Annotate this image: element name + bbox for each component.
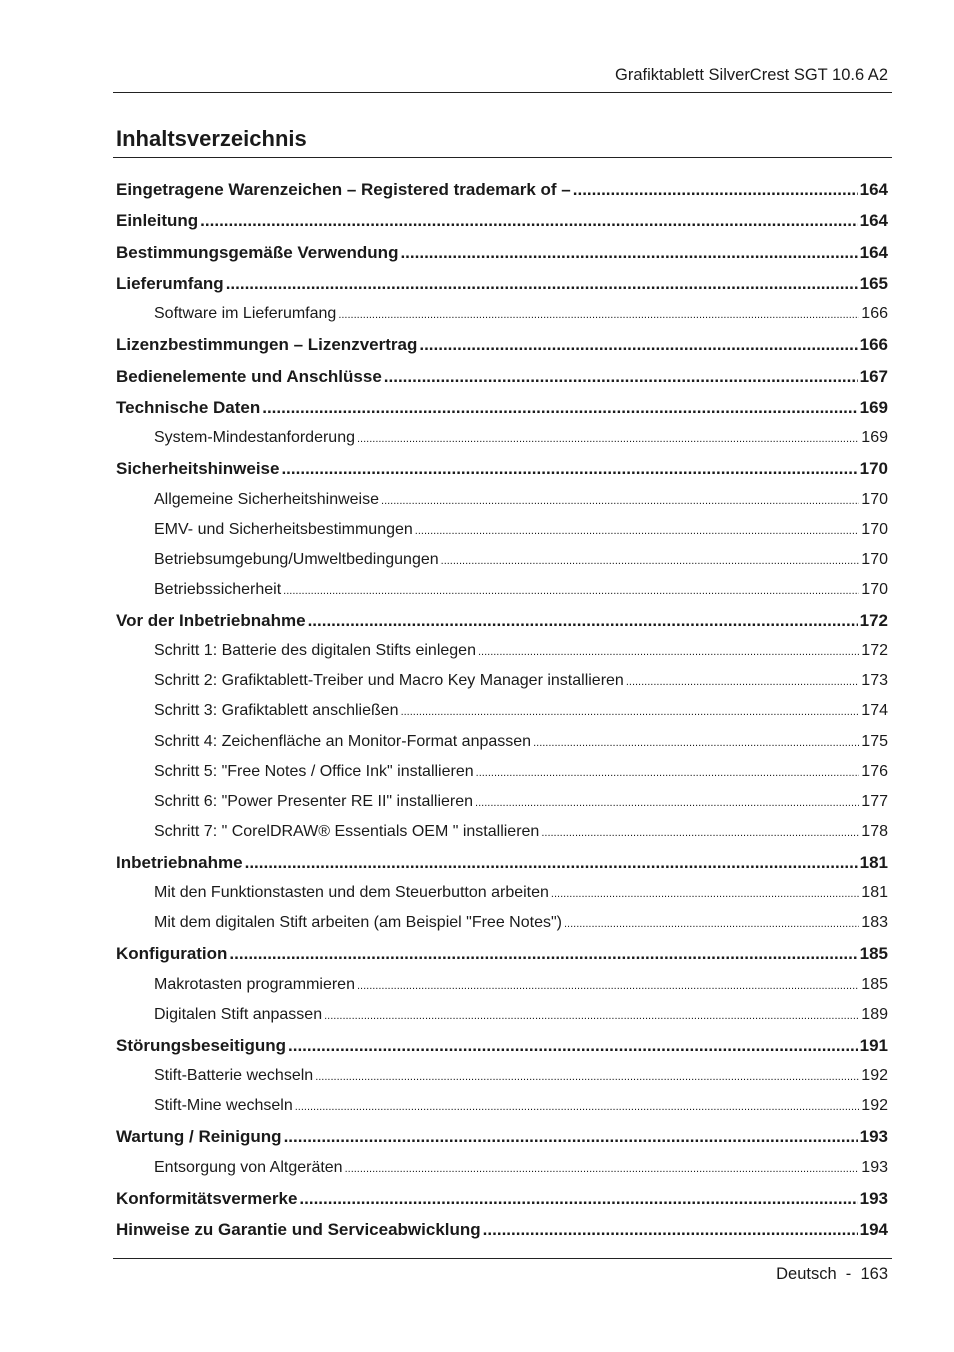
dot-leader: [226, 274, 858, 294]
toc-page-number: 189: [861, 1005, 888, 1023]
toc-entry-title: Software im Lieferumfang: [154, 305, 337, 323]
toc-page-number: 192: [861, 1097, 888, 1115]
dot-leader: [295, 1097, 860, 1115]
toc-entry[interactable]: [116, 429, 888, 459]
toc-page-number: 164: [859, 180, 888, 199]
toc-page-number: 165: [859, 273, 888, 293]
footer-rule: [113, 1258, 892, 1259]
dot-leader: [533, 733, 859, 751]
toc-entry-title: Technische Daten: [116, 397, 261, 417]
dot-leader: [357, 429, 859, 447]
dot-leader: [338, 305, 859, 323]
toc-entry-title: Entsorgung von Altgeräten: [154, 1158, 343, 1176]
toc-entry[interactable]: [116, 1097, 888, 1127]
dot-leader: [401, 702, 860, 720]
toc-page-number: 176: [861, 762, 888, 780]
toc-page-number: 181: [861, 884, 888, 902]
toc-entry[interactable]: [116, 459, 888, 490]
toc-entry-title: Lizenzbestimmungen – Lizenzvertrag: [116, 335, 418, 355]
toc-entry[interactable]: [116, 398, 888, 429]
dot-leader: [475, 793, 859, 811]
toc-page-number: 193: [859, 1188, 888, 1208]
toc-entry[interactable]: [116, 551, 888, 581]
toc-page-number: 166: [859, 335, 888, 355]
page-footer: Deutsch - 163: [776, 1265, 888, 1283]
toc-page-number: 185: [861, 975, 888, 993]
toc-page-number: 193: [859, 1127, 888, 1147]
toc-entry[interactable]: [116, 702, 888, 732]
toc-entry[interactable]: [116, 1006, 888, 1036]
toc-page-number: 194: [859, 1220, 888, 1240]
dot-leader: [288, 1036, 858, 1056]
toc-page-number: 166: [861, 305, 888, 323]
toc-entry[interactable]: [116, 180, 888, 211]
dot-leader: [483, 1220, 858, 1240]
toc-entry-title: System-Mindestanforderung: [154, 429, 355, 447]
toc-entry[interactable]: [116, 1159, 888, 1189]
dot-leader: [626, 672, 859, 690]
dot-leader: [551, 884, 859, 902]
table-of-contents: [116, 180, 888, 1251]
toc-page-number: 170: [861, 520, 888, 538]
toc-entry-title: Mit dem digitalen Stift arbeiten (am Beispiel "Free Notes"): [154, 914, 562, 932]
toc-entry-title: Stift-Mine wechseln: [154, 1097, 293, 1115]
toc-page-number: 175: [861, 732, 888, 750]
toc-page-number: 178: [861, 822, 888, 840]
dot-leader: [284, 1127, 858, 1147]
dot-leader: [384, 367, 858, 387]
page-title: Inhaltsverzeichnis: [116, 126, 307, 151]
toc-entry[interactable]: [116, 1067, 888, 1097]
toc-entry-title: Schritt 3: Grafiktablett anschließen: [154, 702, 399, 720]
dot-leader: [478, 642, 859, 660]
toc-page-number: 170: [861, 580, 888, 598]
toc-entry-title: Konformitätsvermerke: [116, 1188, 298, 1208]
toc-page-number: 172: [859, 610, 888, 630]
toc-entry-title: Wartung / Reinigung: [116, 1127, 282, 1147]
toc-page-number: 173: [861, 672, 888, 690]
toc-entry[interactable]: [116, 976, 888, 1006]
toc-entry[interactable]: [116, 305, 888, 335]
dot-leader: [400, 243, 857, 263]
toc-page-number: 172: [861, 642, 888, 660]
toc-entry[interactable]: [116, 491, 888, 521]
toc-entry[interactable]: [116, 1220, 888, 1251]
header-rule: [113, 92, 892, 93]
dot-leader: [245, 853, 858, 873]
toc-entry-title: Betriebsumgebung/Umweltbedingungen: [154, 550, 439, 568]
toc-page-number: 191: [859, 1035, 888, 1055]
running-header: Grafiktablett SilverCrest SGT 10.6 A2: [615, 66, 888, 84]
toc-entry-title: Schritt 2: Grafiktablett-Treiber und Macro Key Manager installieren: [154, 672, 624, 690]
dot-leader: [345, 1159, 860, 1177]
dot-leader: [564, 914, 859, 932]
toc-entry[interactable]: [116, 611, 888, 642]
toc-entry-title: Makrotasten programmieren: [154, 975, 355, 993]
toc-page-number: 164: [859, 242, 888, 262]
dot-leader: [415, 521, 860, 539]
dot-leader: [573, 180, 858, 200]
dot-leader: [324, 1006, 859, 1024]
dot-leader: [281, 459, 857, 479]
toc-entry-title: Digitalen Stift anpassen: [154, 1005, 323, 1023]
dot-leader: [200, 211, 857, 231]
toc-entry-title: Inbetriebnahme: [116, 852, 243, 872]
dot-leader: [381, 491, 859, 509]
toc-entry[interactable]: [116, 1189, 888, 1220]
dot-leader: [308, 611, 858, 631]
toc-page-number: 193: [861, 1158, 888, 1176]
toc-entry[interactable]: [116, 884, 888, 914]
toc-page-number: 177: [861, 792, 888, 810]
toc-entry[interactable]: [116, 211, 888, 242]
toc-entry-title: Schritt 5: "Free Notes / Office Ink" installieren: [154, 762, 474, 780]
toc-entry[interactable]: [116, 944, 888, 975]
toc-entry-title: Schritt 1: Batterie des digitalen Stifts einlegen: [154, 642, 476, 660]
toc-entry-title: EMV- und Sicherheitsbestimmungen: [154, 520, 413, 538]
toc-entry-title: Hinweise zu Garantie und Serviceabwicklung: [116, 1220, 481, 1240]
toc-entry-title: Eingetragene Warenzeichen – Registered trademark of –: [116, 180, 571, 199]
title-rule: [113, 157, 892, 158]
toc-page-number: 170: [861, 490, 888, 508]
dot-leader: [441, 551, 860, 569]
toc-entry-title: Störungsbeseitigung: [116, 1035, 286, 1055]
toc-page-number: 170: [859, 459, 888, 479]
toc-entry-title: Schritt 7: " CorelDRAW® Essentials OEM " installieren: [154, 822, 540, 840]
toc-entry-title: Bestimmungsgemäße Verwendung: [116, 242, 399, 262]
dot-leader: [419, 335, 857, 355]
toc-page-number: 185: [859, 944, 888, 964]
toc-page-number: 181: [859, 852, 888, 872]
dot-leader: [541, 823, 859, 841]
toc-page-number: 164: [859, 211, 888, 231]
toc-entry-title: Lieferumfang: [116, 273, 224, 293]
toc-entry-title: Sicherheitshinweise: [116, 459, 280, 479]
toc-entry[interactable]: [116, 763, 888, 793]
toc-entry-title: Schritt 4: Zeichenfläche an Monitor-Format anpassen: [154, 732, 532, 750]
toc-entry[interactable]: [116, 793, 888, 823]
toc-entry-title: Vor der Inbetriebnahme: [116, 610, 306, 630]
toc-entry-title: Mit den Funktionstasten und dem Steuerbutton arbeiten: [154, 884, 549, 902]
toc-entry[interactable]: [116, 914, 888, 944]
dot-leader: [229, 944, 857, 964]
toc-page-number: 167: [859, 366, 888, 386]
dot-leader: [357, 976, 859, 994]
toc-entry-title: Stift-Batterie wechseln: [154, 1067, 314, 1085]
toc-entry-title: Einleitung: [116, 211, 199, 231]
toc-entry[interactable]: [116, 274, 888, 305]
toc-entry[interactable]: [116, 1036, 888, 1067]
toc-entry[interactable]: [116, 521, 888, 551]
toc-page-number: 183: [861, 914, 888, 932]
toc-page-number: 169: [861, 429, 888, 447]
dot-leader: [315, 1067, 859, 1085]
toc-entry[interactable]: [116, 853, 888, 884]
toc-entry-title: Allgemeine Sicherheitshinweise: [154, 490, 380, 508]
toc-entry[interactable]: [116, 1127, 888, 1158]
toc-page-number: 170: [861, 550, 888, 568]
toc-entry[interactable]: [116, 733, 888, 763]
toc-entry-title: Bedienelemente und Anschlüsse: [116, 366, 382, 386]
toc-entry[interactable]: [116, 367, 888, 398]
toc-entry-title: Konfiguration: [116, 944, 228, 964]
dot-leader: [476, 763, 860, 781]
toc-page-number: 192: [861, 1067, 888, 1085]
toc-entry[interactable]: [116, 642, 888, 672]
toc-entry[interactable]: [116, 243, 888, 274]
toc-entry[interactable]: [116, 581, 888, 611]
toc-entry[interactable]: [116, 823, 888, 853]
toc-entry[interactable]: [116, 672, 888, 702]
toc-page-number: 169: [859, 397, 888, 417]
toc-entry[interactable]: [116, 335, 888, 366]
dot-leader: [299, 1189, 857, 1209]
toc-entry-title: Betriebssicherheit: [154, 580, 282, 598]
toc-page-number: 174: [861, 702, 888, 720]
toc-entry-title: Schritt 6: "Power Presenter RE II" installieren: [154, 792, 474, 810]
dot-leader: [283, 581, 859, 599]
dot-leader: [262, 398, 857, 418]
